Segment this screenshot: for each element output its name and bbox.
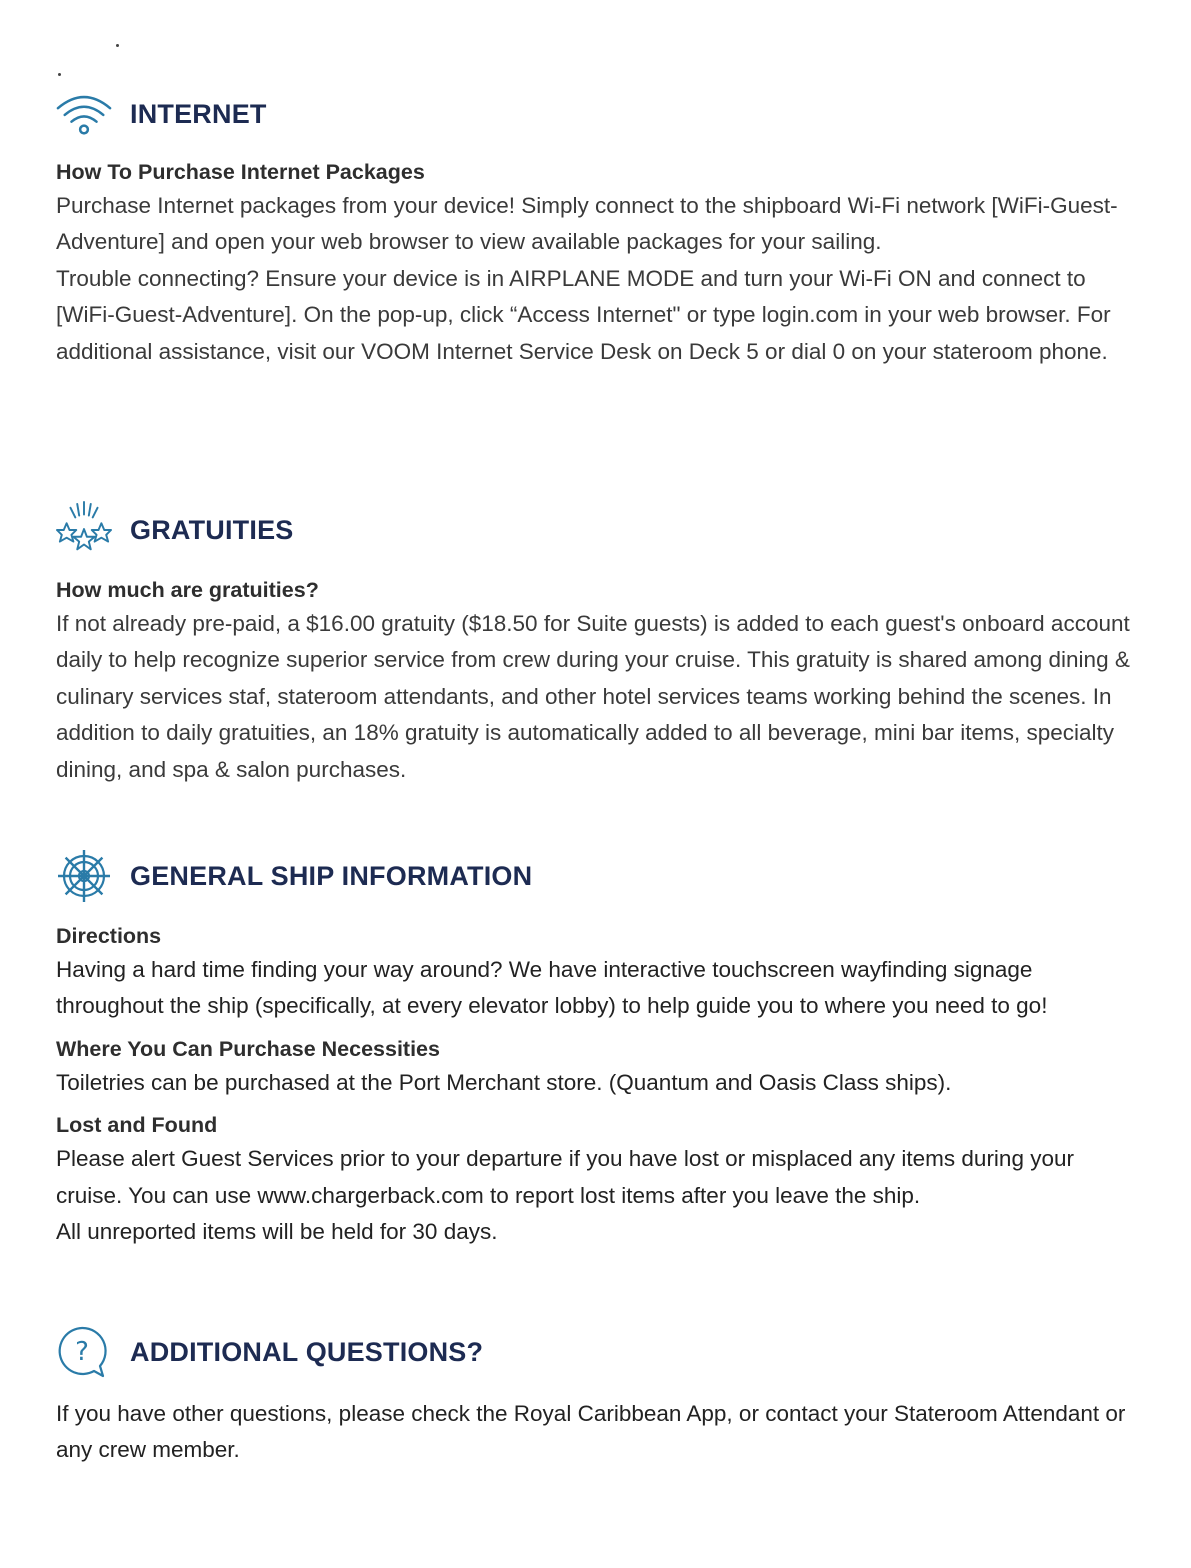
scan-speck: [116, 44, 119, 47]
subheading: Directions: [56, 924, 162, 948]
paragraph: Having a hard time finding your way around? We have interactive touchscreen wayfinding signage throughout the ship (specifically, at every elevator lobby) to help guide you to where you need to go!: [56, 957, 1048, 1019]
general-section: [56, 846, 1146, 1250]
section-title: GENERAL SHIP INFORMATION: [130, 860, 533, 891]
section-title: ADDITIONAL QUESTIONS?: [130, 1336, 484, 1367]
section-title: GRATUITIES: [130, 514, 294, 545]
paragraph: All unreported items will be held for 30 days.: [56, 1219, 498, 1245]
paragraph: Please alert Guest Services prior to your departure if you have lost or misplaced any items during your cruise. You can use www.chargerback.com to report lost items after you leave the ship.: [56, 1146, 1074, 1208]
paragraph: Purchase Internet packages from your device! Simply connect to the shipboard Wi-Fi network [WiFi-Guest-Adventure] and open your web browser to view available packages for your sailing.: [56, 193, 1118, 255]
subheading: Lost and Found: [56, 1113, 218, 1138]
section-title: INTERNET: [130, 98, 267, 129]
ship-wheel-icon: [56, 848, 112, 904]
subheading: How much are gratuities?: [56, 578, 319, 602]
svg-text:?: ?: [75, 1337, 89, 1367]
scan-speck: [58, 73, 61, 76]
questions-section: [56, 1322, 1146, 1469]
gratuities-header: [56, 500, 1146, 560]
gratuities-section: [56, 500, 1146, 788]
paragraph: If you have other questions, please check the Royal Caribbean App, or contact your Stateroom Attendant or any crew member.: [56, 1401, 1126, 1463]
paragraph: If not already pre-paid, a $16.00 gratuity ($18.50 for Suite guests) is added to each guest's onboard account daily to help recognize superior service from crew during your cruise. This gratuity is shared among dining & culinary services staf, stateroom attendants, and other hotel services teams working behind the scenes. In addition to daily gratuities, an 18% gratuity is automatically added to all beverage, mini bar items, specialty dining, and spa & salon purchases.: [56, 611, 1130, 782]
paragraph: Toiletries can be purchased at the Port Merchant store. (Quantum and Oasis Class ships).: [56, 1069, 952, 1095]
subheading: Where You Can Purchase Necessities: [56, 1036, 440, 1061]
questions-header: [56, 1322, 1146, 1382]
subheading: How To Purchase Internet Packages: [56, 160, 425, 184]
wifi-icon: [56, 86, 112, 142]
question-bubble-icon: [56, 1324, 112, 1380]
stars-icon: [56, 502, 112, 558]
paragraph: Trouble connecting? Ensure your device is in AIRPLANE MODE and turn your Wi-Fi ON and connect to [WiFi-Guest-Adventure]. On the pop-up, click “Access Internet" or type login.com in your web browser. For additional assistance, visit our VOOM Internet Service Desk on Deck 5 or dial 0 on your stateroom phone.: [56, 265, 1111, 364]
general-header: [56, 846, 1146, 906]
internet-section: [56, 84, 1146, 370]
internet-header: [56, 84, 1146, 144]
